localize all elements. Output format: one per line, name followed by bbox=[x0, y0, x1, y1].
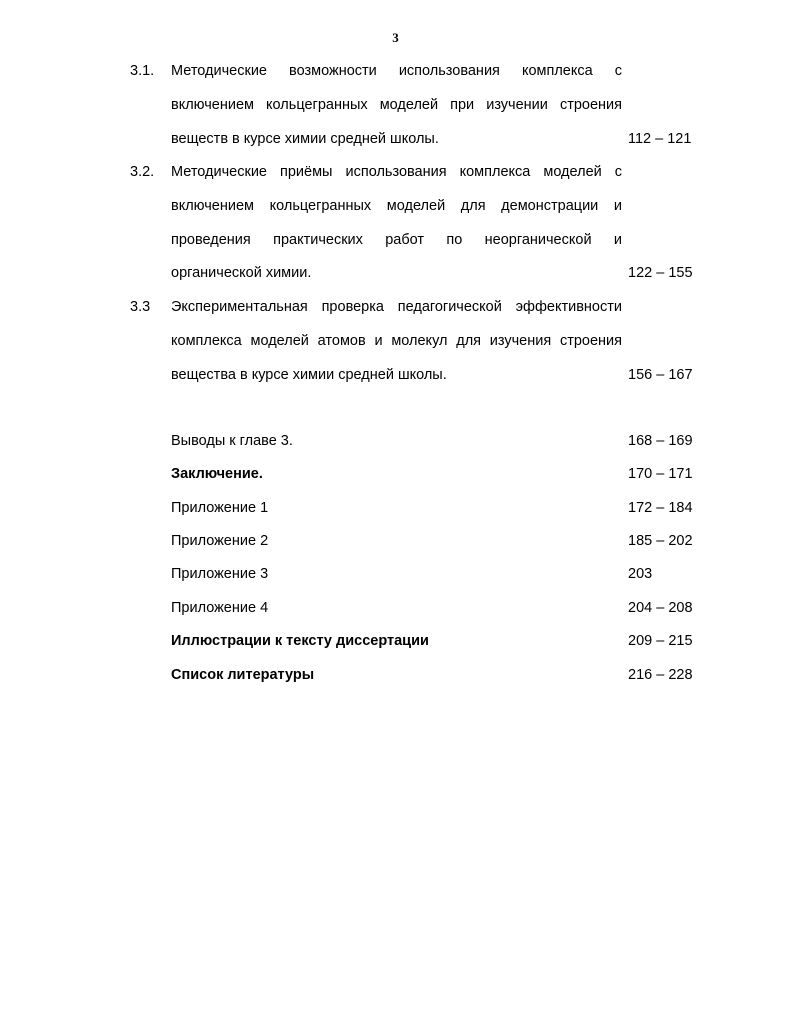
toc-item-pages: 204 – 208 bbox=[628, 600, 693, 616]
section-pages: 156 – 167 bbox=[628, 367, 693, 383]
section-title-line: вещества в курсе химии средней школы. bbox=[171, 367, 447, 383]
toc-item-pages: 172 – 184 bbox=[628, 500, 693, 516]
section-title-line: включением кольцегранных моделей для демонстрации и bbox=[171, 198, 622, 214]
section-pages: 112 – 121 bbox=[628, 131, 692, 147]
section-number: 3.1. bbox=[130, 63, 155, 79]
toc-item-pages: 170 – 171 bbox=[628, 466, 693, 482]
section-title-line: Экспериментальная проверка педагогической эффективности bbox=[171, 299, 622, 315]
toc-item-label: Приложение 4 bbox=[171, 600, 269, 616]
section-title-line: комплекса моделей атомов и молекул для изучения строения bbox=[171, 333, 622, 349]
section-title-line: Методические возможности использования комплекса с bbox=[171, 63, 622, 79]
toc-item-label: Иллюстрации к тексту диссертации bbox=[171, 633, 429, 649]
section-title-line: веществ в курсе химии средней школы. bbox=[171, 131, 439, 147]
section-title-line: Методические приёмы использования комплекса моделей с bbox=[171, 164, 622, 180]
page-number: 3 bbox=[392, 30, 399, 45]
section-number: 3.2. bbox=[130, 164, 155, 180]
section-title-line: органической химии. bbox=[171, 265, 312, 281]
toc-item-label: Приложение 3 bbox=[171, 566, 269, 582]
section-pages: 122 – 155 bbox=[628, 265, 693, 281]
toc-item-pages: 209 – 215 bbox=[628, 633, 693, 649]
toc-item-label: Список литературы bbox=[171, 667, 315, 683]
toc-item-label: Приложение 1 bbox=[171, 500, 269, 516]
toc-item-pages: 168 – 169 bbox=[628, 433, 693, 449]
toc-item-label: Приложение 2 bbox=[171, 533, 269, 549]
section-title-line: включением кольцегранных моделей при изучении строения bbox=[171, 97, 622, 113]
toc-item-label: Выводы к главе 3. bbox=[171, 433, 293, 449]
section-title-line: проведения практических работ по неорганической и bbox=[171, 232, 622, 248]
toc-item-label: Заключение. bbox=[171, 466, 263, 482]
toc-item-pages: 216 – 228 bbox=[628, 667, 693, 683]
toc-item-pages: 203 bbox=[628, 566, 653, 582]
section-number: 3.3 bbox=[130, 299, 151, 315]
toc-item-pages: 185 – 202 bbox=[628, 533, 693, 549]
